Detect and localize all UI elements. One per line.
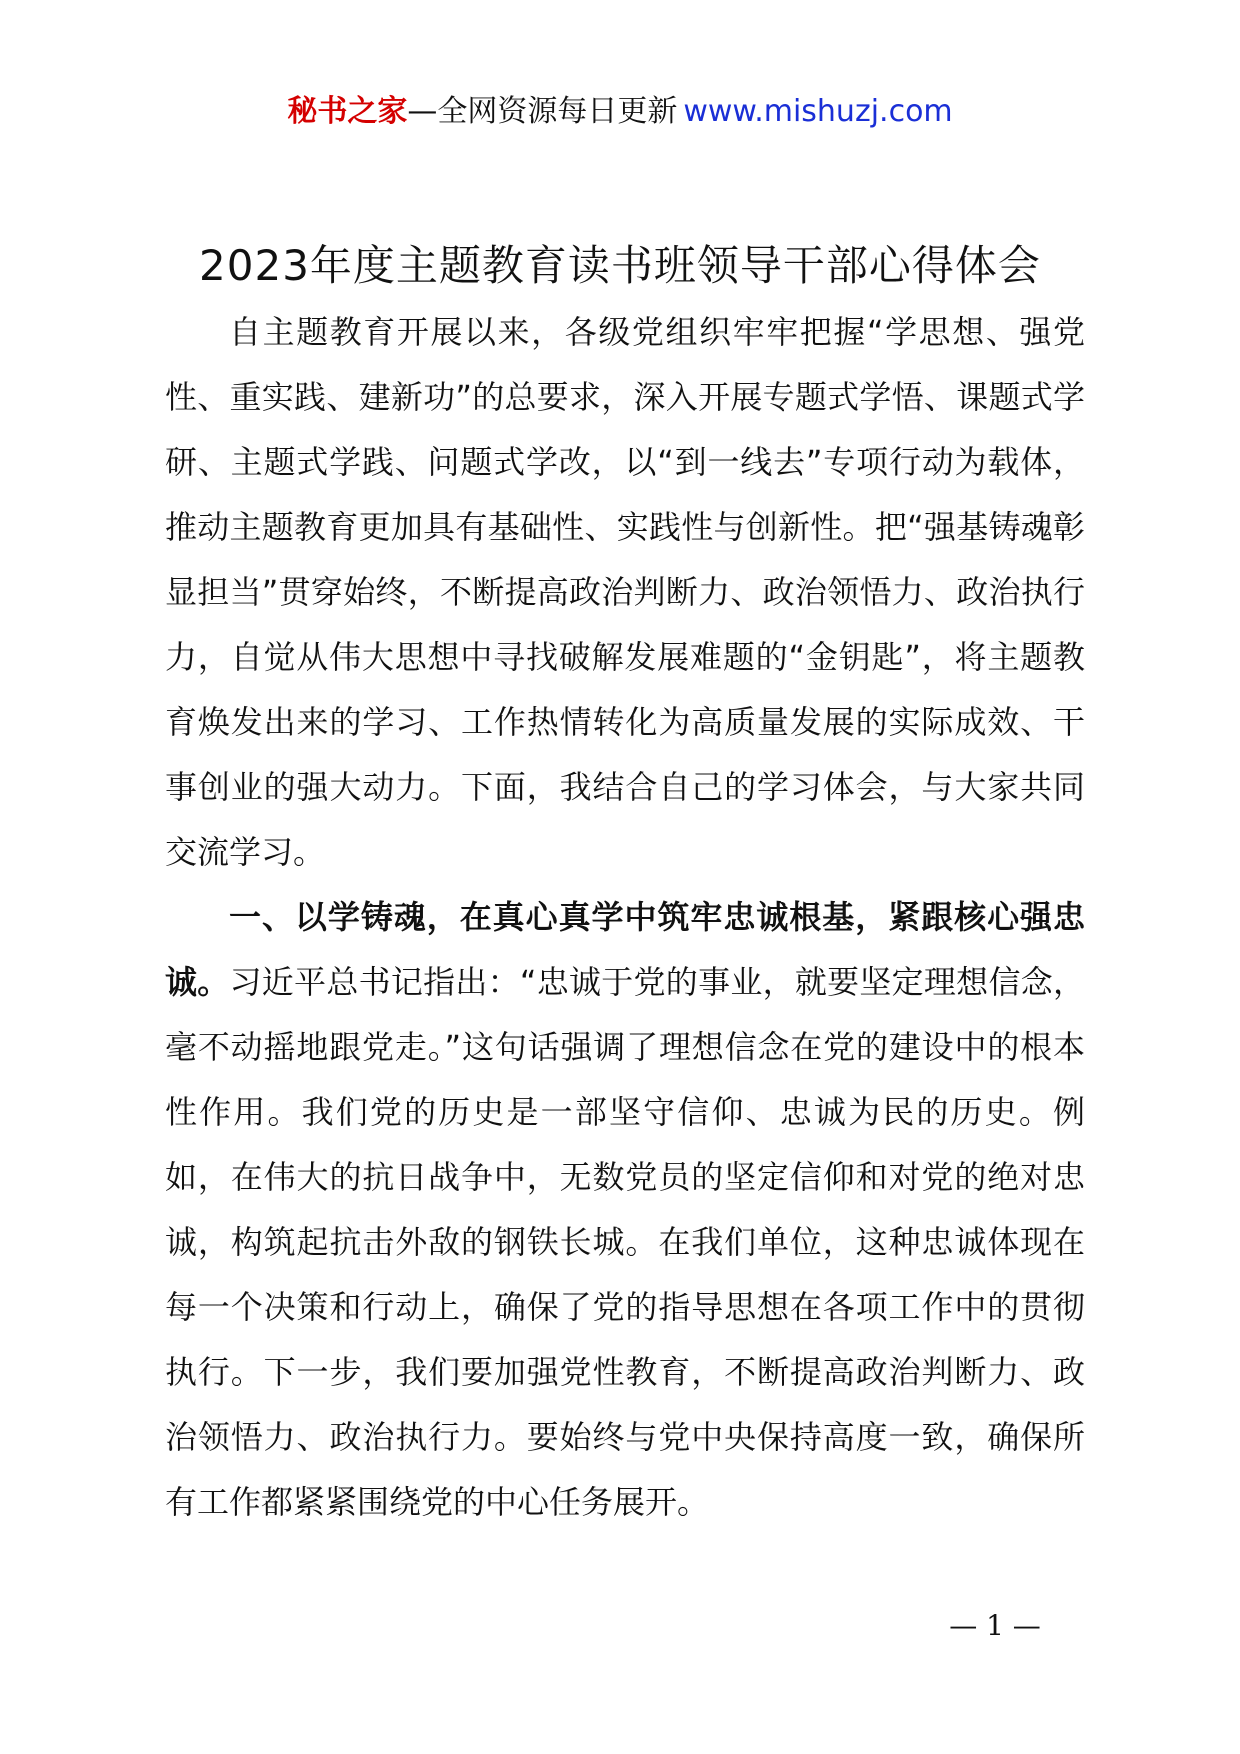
site-url-link[interactable]: www.mishuzj.com [683,94,953,129]
site-slogan: —全网资源每日更新 [407,94,678,129]
section-one-paragraph [165,885,1085,1535]
section-one-text: 习近平总书记指出：“忠诚于党的事业，就要坚定理想信念，毫不动摇地跟党走。”这句话强调了理想信念在党的建设中的根本性作用。我们党的历史是一部坚守信仰、忠诚为民的历史。例如，在伟大的抗日战争中，无数党员的坚定信仰和对党的绝对忠诚，构筑起抗击外敌的钢铁长城。在我们单位，这种忠诚体现在每一个决策和行动上，确保了党的指导思想在各项工作中的贯彻执行。下一步，我们要加强党性教育，不断提高政治判断力、政治领悟力、政治执行力。要始终与党中央保持高度一致，确保所有工作都紧紧围绕党的中心任务展开。 [165,963,1085,1521]
site-banner [0,92,1240,132]
site-brand-name: 秘书之家 [287,94,408,129]
document-title: 2023年度主题教育读书班领导干部心得体会 [199,241,1041,290]
intro-paragraph: 自主题教育开展以来，各级党组织牢牢把握“学思想、强党性、重实践、建新功”的总要求，深入开展专题式学悟、课题式学研、主题式学践、问题式学改，以“到一线去”专项行动为载体，推动主题教育更加具有基础性、实践性与创新性。把“强基铸魂彰显担当”贯穿始终，不断提高政治判断力、政治领悟力、政治执行力，自觉从伟大思想中寻找破解发展难题的“金钥匙”，将主题教育焕发出来的学习、工作热情转化为高质量发展的实际成效、干事创业的强大动力。下面，我结合自己的学习体会，与大家共同交流学习。 [165,313,1085,871]
section-one-heading: 一、以学铸魂，在真心真学中筑牢忠诚根基，紧跟核心强忠诚。 [165,898,1085,1001]
document-body [165,300,1085,1535]
page-number: — 1 — [949,1609,1041,1642]
